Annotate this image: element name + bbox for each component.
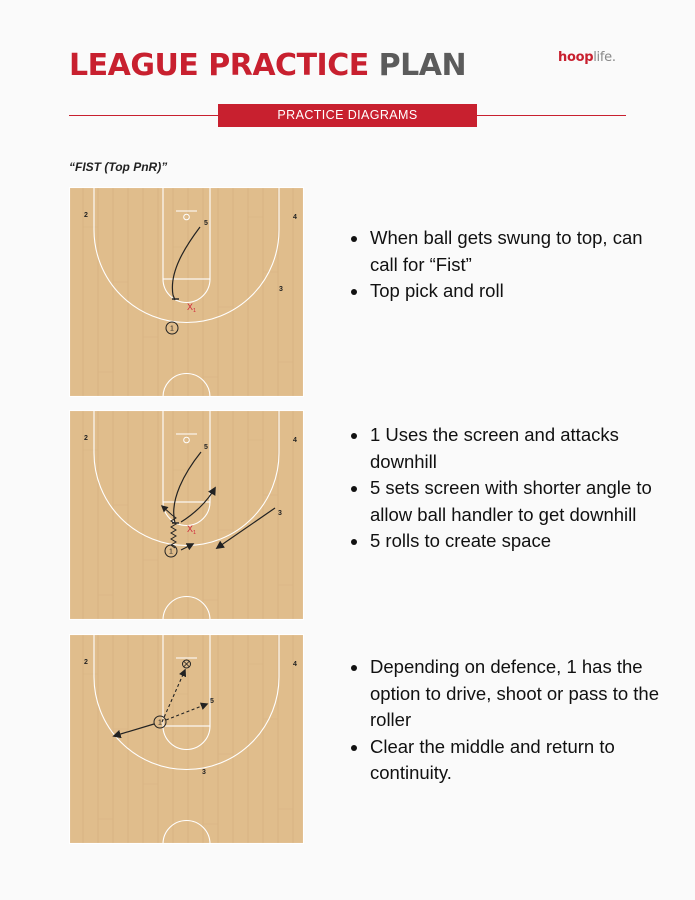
play-title: “FIST (Top PnR)”: [69, 160, 168, 174]
player-5-label: 5: [210, 698, 214, 705]
list-item: Clear the middle and return to continuity.: [346, 734, 666, 787]
list-item: 5 sets screen with shorter angle to allow ball handler to get downhill: [346, 475, 666, 528]
brand-logo: [558, 50, 616, 65]
title-part-1: LEAGUE PRACTICE: [69, 48, 369, 83]
player-1-label: 1: [170, 325, 174, 333]
court-diagram-3: [69, 634, 304, 844]
player-2-label: 2: [84, 659, 88, 666]
defender-label: $X_1$: [187, 302, 197, 314]
court-diagram-2: [69, 410, 304, 620]
player-5-label: 5: [204, 444, 208, 451]
list-item: 1 Uses the screen and attacks downhill: [346, 422, 666, 475]
court-diagram-1: [69, 187, 304, 397]
page-title: [69, 48, 466, 84]
brand-logo-part-1: hoop: [558, 50, 594, 65]
player-5-label: 5: [204, 220, 208, 227]
defender-label: $X_1$: [187, 524, 197, 536]
player-4-label: 4: [293, 661, 297, 668]
notes-list-2: [346, 422, 666, 555]
list-item: Depending on defence, 1 has the option to drive, shoot or pass to the roller: [346, 654, 666, 734]
player-1-label: 1: [169, 548, 173, 556]
notes-list-3: [346, 654, 666, 787]
player-3-label: 3: [279, 286, 283, 293]
divider-right: [476, 115, 626, 116]
player-3-label: 3: [202, 769, 206, 776]
divider-left: [69, 115, 219, 116]
player-2-label: 2: [84, 212, 88, 219]
list-item: Top pick and roll: [346, 278, 666, 305]
brand-logo-part-2: life.: [593, 50, 616, 65]
player-2-label: 2: [84, 435, 88, 442]
player-4-label: 4: [293, 214, 297, 221]
player-1-label: 1: [158, 719, 162, 727]
list-item: 5 rolls to create space: [346, 528, 666, 555]
notes-list-1: [346, 225, 666, 305]
section-banner: PRACTICE DIAGRAMS: [218, 104, 477, 127]
player-4-label: 4: [293, 437, 297, 444]
list-item: When ball gets swung to top, can call for “Fist”: [346, 225, 666, 278]
title-part-2: PLAN: [378, 48, 467, 83]
player-3-label: 3: [278, 510, 282, 517]
